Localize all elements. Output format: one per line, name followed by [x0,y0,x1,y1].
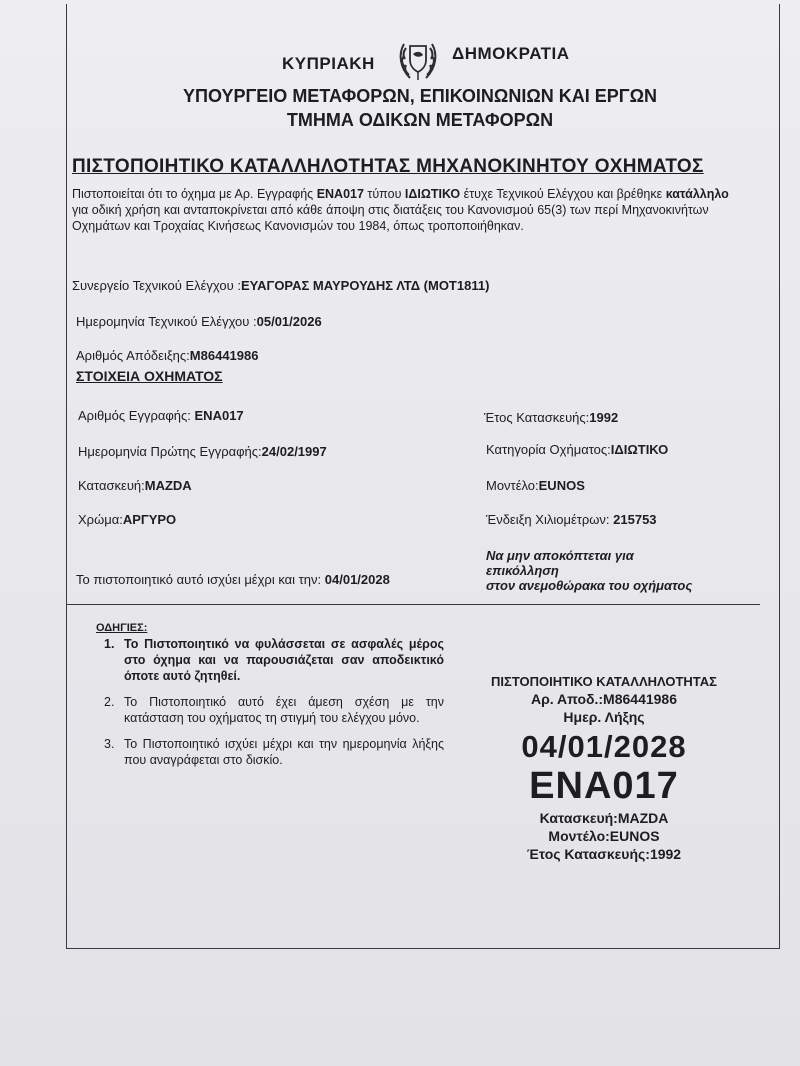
model-line [486,478,585,493]
header-right-text: ΔΗΜΟΚΡΑΤΙΑ [452,44,570,63]
first-registration-label: Ημερομηνία Πρώτης Εγγραφής: [78,444,262,459]
receipt-line [76,348,258,363]
windshield-stub [454,674,754,862]
perforation-divider [66,604,760,605]
intro-suitable: κατάλληλο [665,187,729,201]
make-value: MAZDA [144,478,192,493]
registration-line [78,408,244,423]
validity-label: Το πιστοποιητικό αυτό ισχύει μέχρι και την: [76,572,325,587]
receipt-value: M86441986 [189,348,259,363]
make-label: Κατασκευή: [78,478,145,493]
instruction-text: Το Πιστοποιητικό ισχύει μέχρι και την ημερομηνία λήξης που αναγράφεται στο δισκίο. [124,737,444,767]
stub-title: ΠΙΣΤΟΠΟΙΗΤΙΚΟ ΚΑΤΑΛΛΗΛΟΤΗΤΑΣ [491,674,717,689]
registration-value: ENA017 [194,408,244,423]
stub-receipt: Αρ. Αποδ.:M86441986 [530,691,677,707]
cut-warning [486,548,756,593]
year-value: 1992 [589,410,619,425]
instructions-list [104,636,444,778]
color-value: ΑΡΓΥΡΟ [122,512,177,527]
stub-expiry-label: Ημερ. Λήξης [563,709,645,725]
inspection-date-label: Ημερομηνία Τεχνικού Ελέγχου : [76,314,257,329]
first-registration-value: 24/02/1997 [261,444,327,459]
ministry-line-1: ΥΠΟΥΡΓΕΙΟ ΜΕΤΑΦΟΡΩΝ, ΕΠΙΚΟΙΝΩΝΙΩΝ ΚΑΙ ΕΡΓΩΝ [182,86,658,106]
validity-value: 04/01/2028 [324,572,390,587]
intro-text-4: για οδική χρήση και ανταποκρίνεται από κάθε άποψη στις διατάξεις του Κανονισμού 65(3) των περί Μηχανοκινήτων Οχημάτων και Τροχαίας Κινήσεως Κανονισμών του 1984, όπως τροποποιήθηκαν. [72,203,709,233]
instruction-number: 1. [104,637,115,651]
instruction-text: Το Πιστοποιητικό αυτό έχει άμεση σχέση με την κατάσταση του οχήματος τη στιγμή του ελέγχου μόνο. [124,695,444,725]
instruction-item [104,694,444,726]
stub-plate: ENA017 [529,765,679,807]
intro-type: ΙΔΙΩΤΙΚΟ [404,187,461,201]
document-title: ΠΙΣΤΟΠΟΙΗΤΙΚΟ ΚΑΤΑΛΛΗΛΟΤΗΤΑΣ ΜΗΧΑΝΟΚΙΝΗΤΟΥ ΟΧΗΜΑΤΟΣ [72,156,704,177]
instruction-number: 3. [104,737,115,751]
stub-model: Μοντέλο:EUNOS [548,828,660,844]
km-value: 215753 [613,512,657,527]
stub-expiry-date: 04/01/2028 [521,729,687,764]
instruction-number: 2. [104,695,115,709]
stub-year: Έτος Κατασκευής:1992 [526,846,682,862]
color-line [78,512,176,527]
garage-label: Συνεργείο Τεχνικού Ελέγχου : [72,278,241,293]
intro-plate: ENA017 [316,187,364,201]
instructions-heading: ΟΔΗΓΙΕΣ: [96,622,148,634]
intro-paragraph [72,186,732,234]
inspection-date-value: 05/01/2026 [256,314,322,329]
cyprus-emblem-icon [396,38,440,84]
vehicle-section-title: ΣΤΟΙΧΕΙΑ ΟΧΗΜΑΤΟΣ [76,368,223,384]
year-label: Έτος Κατασκευής: [484,410,590,425]
model-value: EUNOS [538,478,585,493]
registration-label: Αριθμός Εγγραφής: [78,408,195,423]
instruction-item [104,636,444,684]
cut-warning-line-1: Να μην αποκόπτεται για [486,548,634,563]
cut-warning-line-2: επικόλληση [486,563,559,578]
year-line [484,410,618,425]
header-left-text: ΚΥΠΡΙΑΚΗ [282,54,375,73]
cut-warning-line-3: στον ανεμοθώρακα του οχήματος [486,578,693,593]
intro-text-2: τύπου [363,187,405,201]
color-label: Χρώμα: [78,512,123,527]
instruction-text: Το Πιστοποιητικό να φυλάσσεται σε ασφαλές μέρος στο όχημα και να παρουσιάζεται σαν αποδεικτικό όποτε αυτό ζητηθεί. [124,637,444,683]
validity-line [76,572,390,587]
instruction-item [104,736,444,768]
inspection-date-line [76,314,322,329]
category-label: Κατηγορία Οχήματος: [486,442,611,457]
ministry-line-2: ΤΜΗΜΑ ΟΔΙΚΩΝ ΜΕΤΑΦΟΡΩΝ [286,110,554,130]
km-line [486,512,657,527]
km-label: Ένδειξη Χιλιομέτρων: [486,512,614,527]
intro-text-1: Πιστοποιείται ότι το όχημα με Αρ. Εγγραφής [72,187,317,201]
intro-text-3: έτυχε Τεχνικού Ελέγχου και βρέθηκε [460,187,666,201]
stub-make: Κατασκευή:MAZDA [539,810,669,826]
header-row [270,38,600,90]
category-line [486,442,668,457]
garage-value: ΕΥΑΓΟΡΑΣ ΜΑΥΡΟΥΔΗΣ ΛΤΔ (MOT1811) [240,278,490,293]
category-value: ΙΔΙΩΤΙΚΟ [610,442,669,457]
garage-line [72,278,489,293]
receipt-label: Αριθμός Απόδειξης: [76,348,190,363]
make-line [78,478,192,493]
ministry-heading [160,84,680,132]
first-registration-line [78,444,327,459]
model-label: Μοντέλο: [486,478,539,493]
